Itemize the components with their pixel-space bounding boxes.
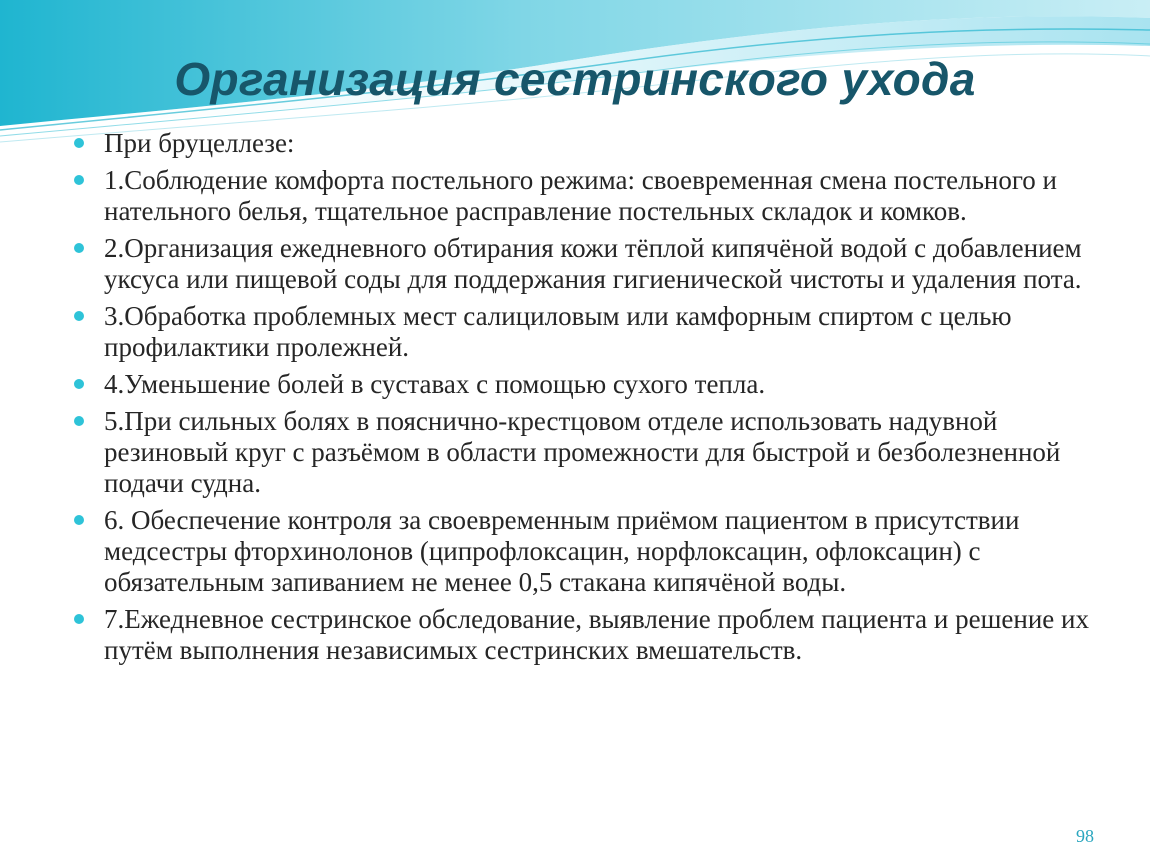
list-item-text: 4.Уменьшение болей в суставах с помощью сухого тепла. xyxy=(104,369,766,399)
list-item-text: 2.Организация ежедневного обтирания кожи тёплой кипячёной водой с добавлением уксуса или пищевой соды для поддержания гигиенической чистоты и удаления пота. xyxy=(104,233,1082,294)
bullet-dot-icon xyxy=(74,243,84,253)
list-item-text: 5.При сильных болях в пояснично-крестцовом отделе использовать надувной резиновый круг с разъёмом в области промежности для быстрой и безболезненной подачи судна. xyxy=(104,406,1061,498)
list-item-text: 7.Ежедневное сестринское обследование, выявление проблем пациента и решение их путём выполнения независимых сестринских вмешательств. xyxy=(104,604,1089,665)
slide-title: Организация сестринского ухода xyxy=(174,53,976,105)
bullet-dot-icon xyxy=(74,614,84,624)
list-item xyxy=(72,301,1092,363)
bullet-list xyxy=(72,128,1092,672)
list-item-text: 1.Соблюдение комфорта постельного режима: своевременная смена постельного и нательного белья, тщательное расправление постельных складок и комков. xyxy=(104,165,1057,226)
page-number: 98 xyxy=(1076,826,1094,846)
bullet-dot-icon xyxy=(74,416,84,426)
bullet-dot-icon xyxy=(74,311,84,321)
bullet-dot-icon xyxy=(74,138,84,148)
bullet-dot-icon xyxy=(74,175,84,185)
list-item xyxy=(72,369,1092,400)
list-item-text: При бруцеллезе: xyxy=(104,128,295,158)
list-item xyxy=(72,505,1092,598)
list-item-text: 3.Обработка проблемных мест салициловым или камфорным спиртом с целью профилактики пролежней. xyxy=(104,301,1012,362)
bullet-dot-icon xyxy=(74,515,84,525)
bullet-dot-icon xyxy=(74,379,84,389)
list-item-text: 6. Обеспечение контроля за своевременным приёмом пациентом в присутствии медсестры фторхинолонов (ципрофлоксацин, норфлоксацин, офлоксацин) с обязательным запиванием не менее 0,5 стакана кипячёной воды. xyxy=(104,505,1020,597)
list-item xyxy=(72,128,1092,159)
list-item xyxy=(72,233,1092,295)
list-item xyxy=(72,406,1092,499)
list-item xyxy=(72,165,1092,227)
list-item xyxy=(72,604,1092,666)
